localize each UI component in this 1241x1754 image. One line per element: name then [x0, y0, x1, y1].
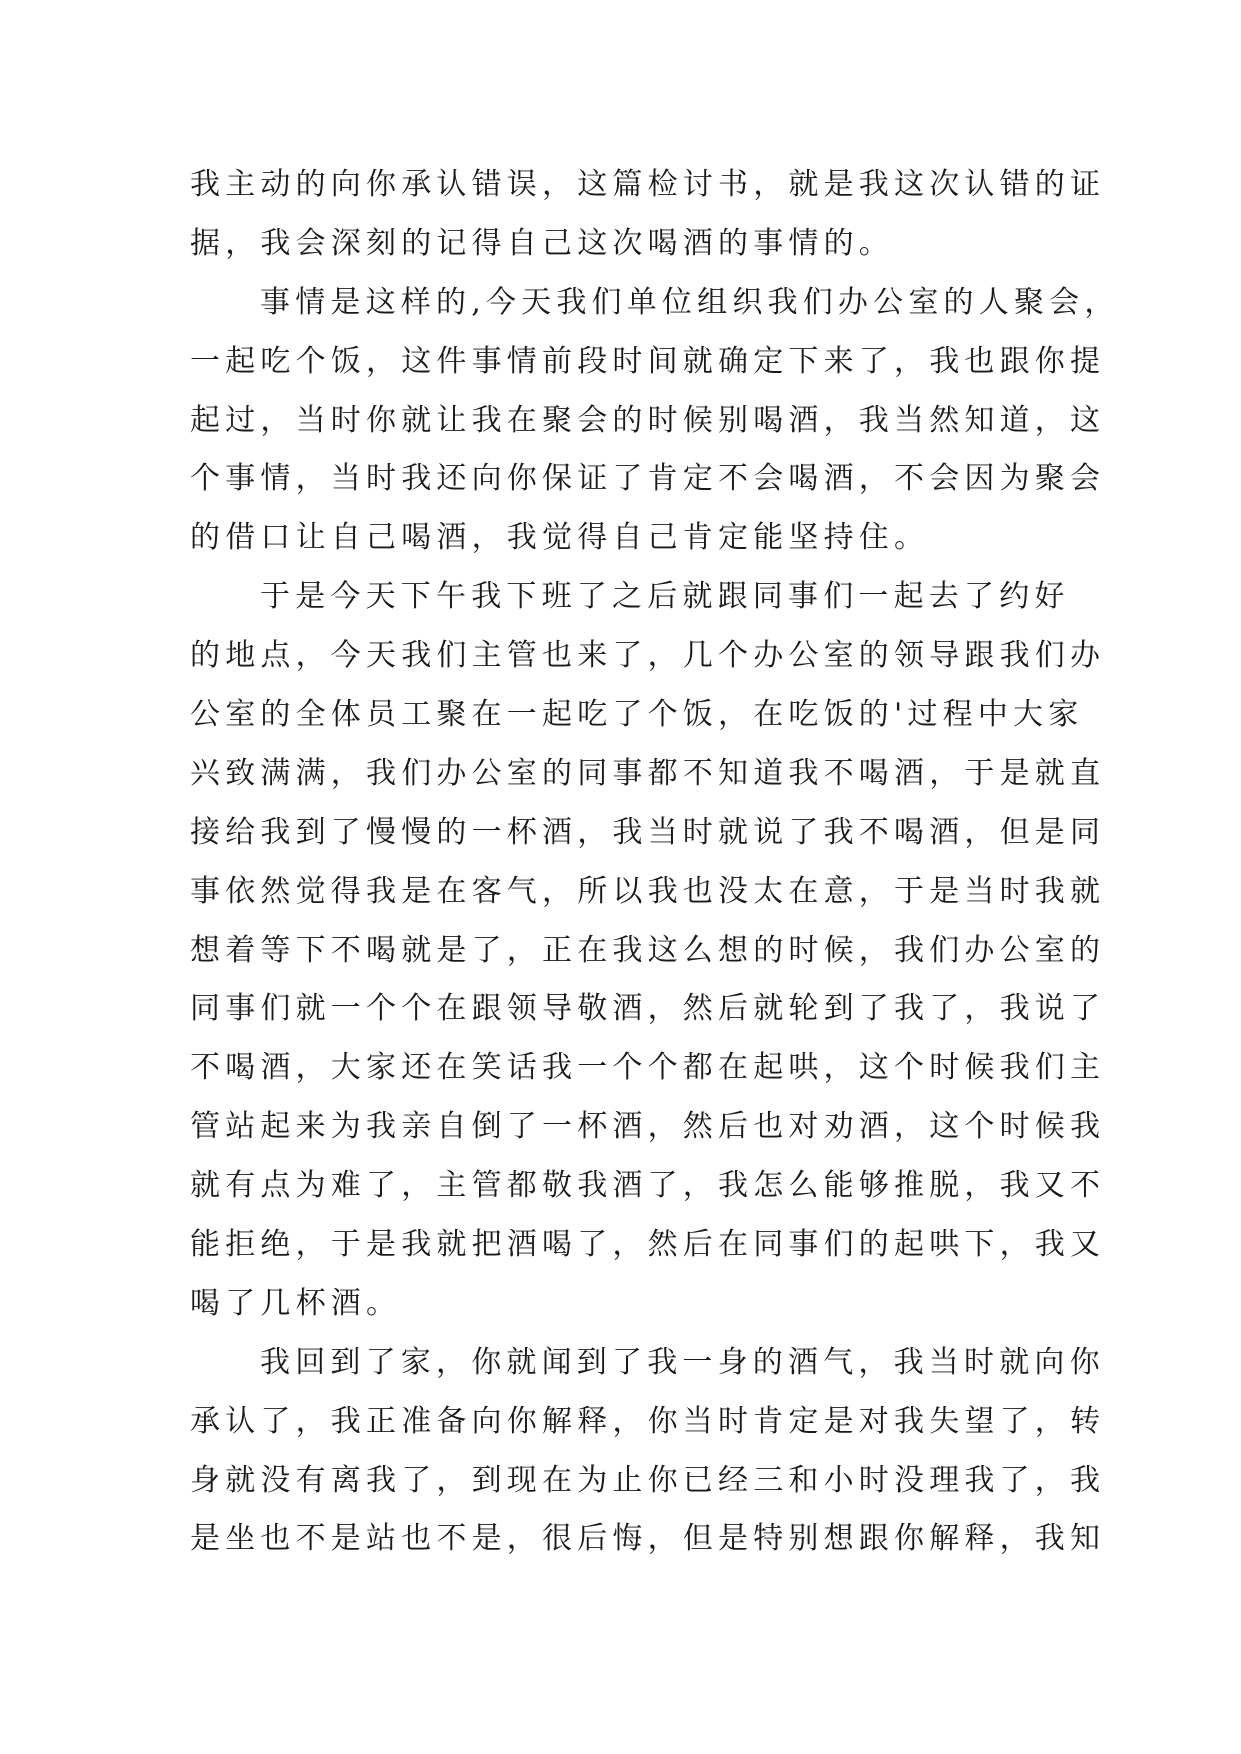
text-line: 一起吃个饭，这件事情前段时间就确定下来了，我也跟你提	[190, 343, 1106, 379]
text-line: 想着等下不喝就是了，正在我这么想的时候，我们办公室的	[190, 932, 1106, 968]
text-line: 的借口让自己喝酒，我觉得自己肯定能坚持住。	[190, 520, 930, 556]
text-line: 就有点为难了，主管都敬我酒了，我怎么能够推脱，我又不	[190, 1168, 1106, 1204]
text-line: 承认了，我正准备向你解释，你当时肯定是对我失望了，转	[190, 1403, 1106, 1439]
text-line: 是坐也不是站也不是，很后悔，但是特别想跟你解释，我知	[190, 1521, 1106, 1557]
text-line: 起过，当时你就让我在聚会的时候别喝酒，我当然知道，这	[190, 402, 1106, 438]
text-line: 接给我到了慢慢的一杯酒，我当时就说了我不喝酒，但是同	[190, 814, 1106, 850]
text-line: 我主动的向你承认错误，这篇检讨书，就是我这次认错的证	[190, 167, 1106, 202]
text-line: 不喝酒，大家还在笑话我一个个都在起哄，这个时候我们主	[190, 1050, 1106, 1086]
text-line: 的地点，今天我们主管也来了，几个办公室的领导跟我们办	[190, 638, 1106, 674]
text-line: 能拒绝，于是我就把酒喝了，然后在同事们的起哄下，我又	[190, 1227, 1106, 1263]
paragraph-start-line: 于是今天下午我下班了之后就跟同事们一起去了约好	[260, 579, 1070, 615]
text-line: 喝了几杯酒。	[190, 1285, 402, 1321]
text-line: 身就没有离我了，到现在为止你已经三和小时没理我了，我	[190, 1462, 1106, 1498]
text-line: 兴致满满，我们办公室的同事都不知道我不喝酒，于是就直	[190, 755, 1106, 791]
text-line: 公室的全体员工聚在一起吃了个饭，在吃饭的'过程中大家	[190, 697, 1084, 733]
text-line: 据，我会深刻的记得自己这次喝酒的事情的。	[190, 225, 894, 261]
document-body	[190, 156, 1120, 1569]
text-line: 个事情，当时我还向你保证了肯定不会喝酒，不会因为聚会	[190, 461, 1106, 497]
text-line: 事依然觉得我是在客气，所以我也没太在意，于是当时我就	[190, 873, 1106, 909]
text-line: 同事们就一个个在跟领导敬酒，然后就轮到了我了，我说了	[190, 991, 1106, 1027]
paragraph-start-line: 事情是这样的,今天我们单位组织我们办公室的人聚会，	[260, 284, 1120, 320]
text-line: 管站起来为我亲自倒了一杯酒，然后也对劝酒，这个时候我	[190, 1109, 1106, 1145]
paragraph-start-line: 我回到了家，你就闻到了我一身的酒气，我当时就向你	[260, 1344, 1105, 1380]
